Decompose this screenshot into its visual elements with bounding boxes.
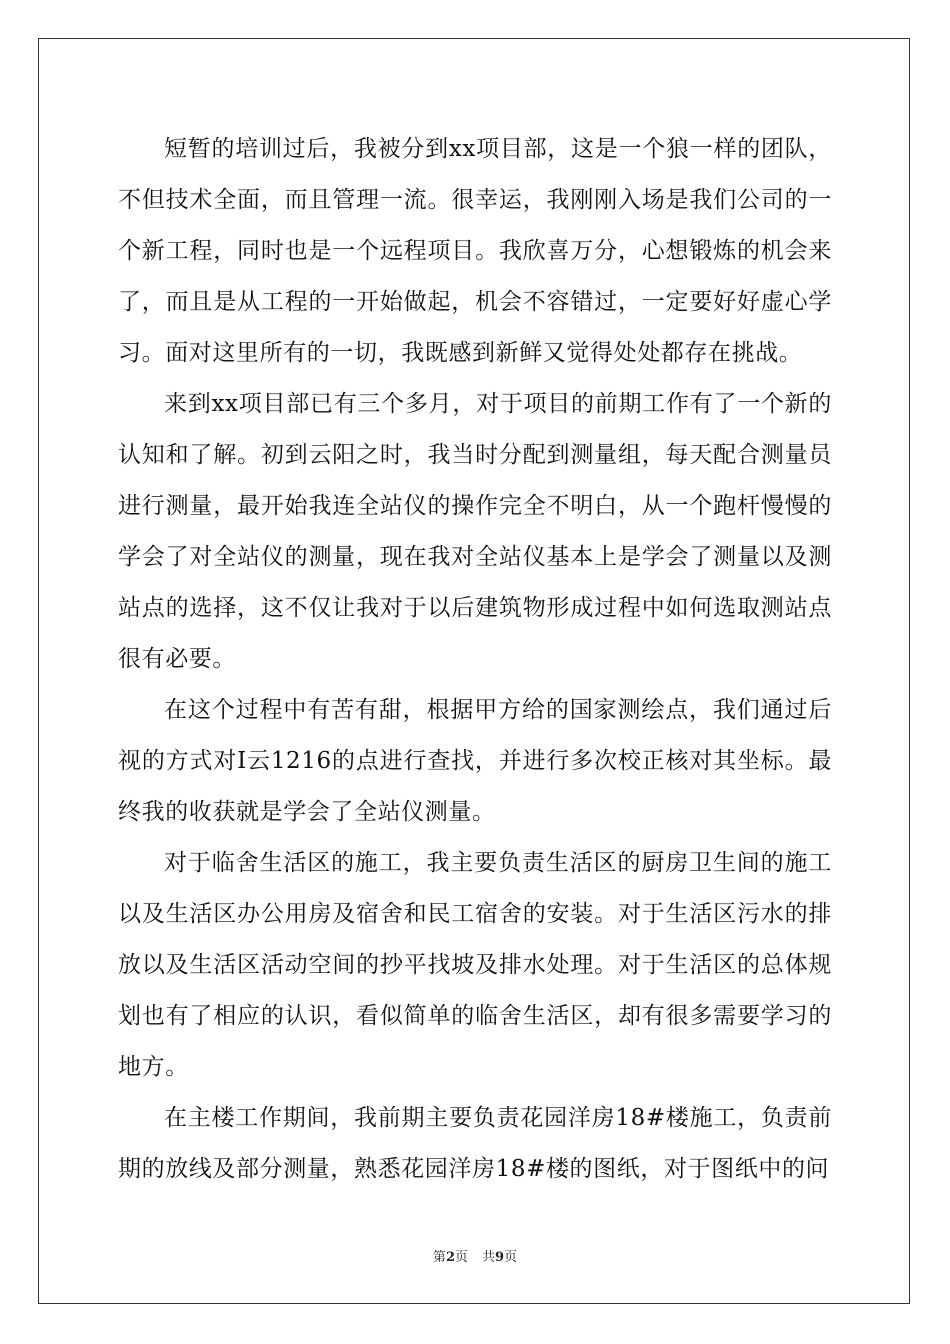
total-suffix: 页 [504, 1250, 518, 1265]
total-pages: 9 [495, 1250, 505, 1265]
paragraph-2: 来到xx项目部已有三个多月，对于项目的前期工作有了一个新的认知和了解。初到云阳之时，我当时分配到测量组，每天配合测量员进行测量，最开始我连全站仪的操作完全不明白，从一个跑杆慢慢的学会了对全站仪的测量，现在我对全站仪基本上是学会了测量以及测站点的选择，这不仅让我对于以后建筑物形成过程中如何选取测站点很有必要。 [118, 391, 832, 672]
paragraph-4: 对于临舍生活区的施工，我主要负责生活区的厨房卫生间的施工以及生活区办公用房及宿舍和民工宿舍的安装。对于生活区污水的排放以及生活区活动空间的抄平找坡及排水处理。对于生活区的总体规划也有了相应的认识，看似简单的临舍生活区，却有很多需要学习的地方。 [118, 850, 832, 1080]
page-prefix: 第 [432, 1250, 446, 1265]
paragraph-1: 短暂的培训过后，我被分到xx项目部，这是一个狼一样的团队，不但技术全面，而且管理一流。很幸运，我刚刚入场是我们公司的一个新工程，同时也是一个远程项目。我欣喜万分，心想锻炼的机会来了，而且是从工程的一开始做起，机会不容错过，一定要好好虚心学习。面对这里所有的一切，我既感到新鲜又觉得处处都存在挑战。 [118, 136, 832, 366]
paragraph-5: 在主楼工作期间，我前期主要负责花园洋房18#楼施工，负责前期的放线及部分测量，熟悉花园洋房18#楼的图纸，对于图纸中的问 [118, 1105, 832, 1182]
page-suffix: 页 [454, 1250, 468, 1265]
page-footer [0, 1246, 950, 1265]
page-number: 2 [445, 1250, 455, 1265]
document-body [118, 124, 832, 1195]
total-prefix: 共 [482, 1250, 496, 1265]
paragraph-3: 在这个过程中有苦有甜，根据甲方给的国家测绘点，我们通过后视的方式对Ⅰ云1216的点进行查找，并进行多次校正核对其坐标。最终我的收获就是学会了全站仪测量。 [118, 697, 832, 825]
